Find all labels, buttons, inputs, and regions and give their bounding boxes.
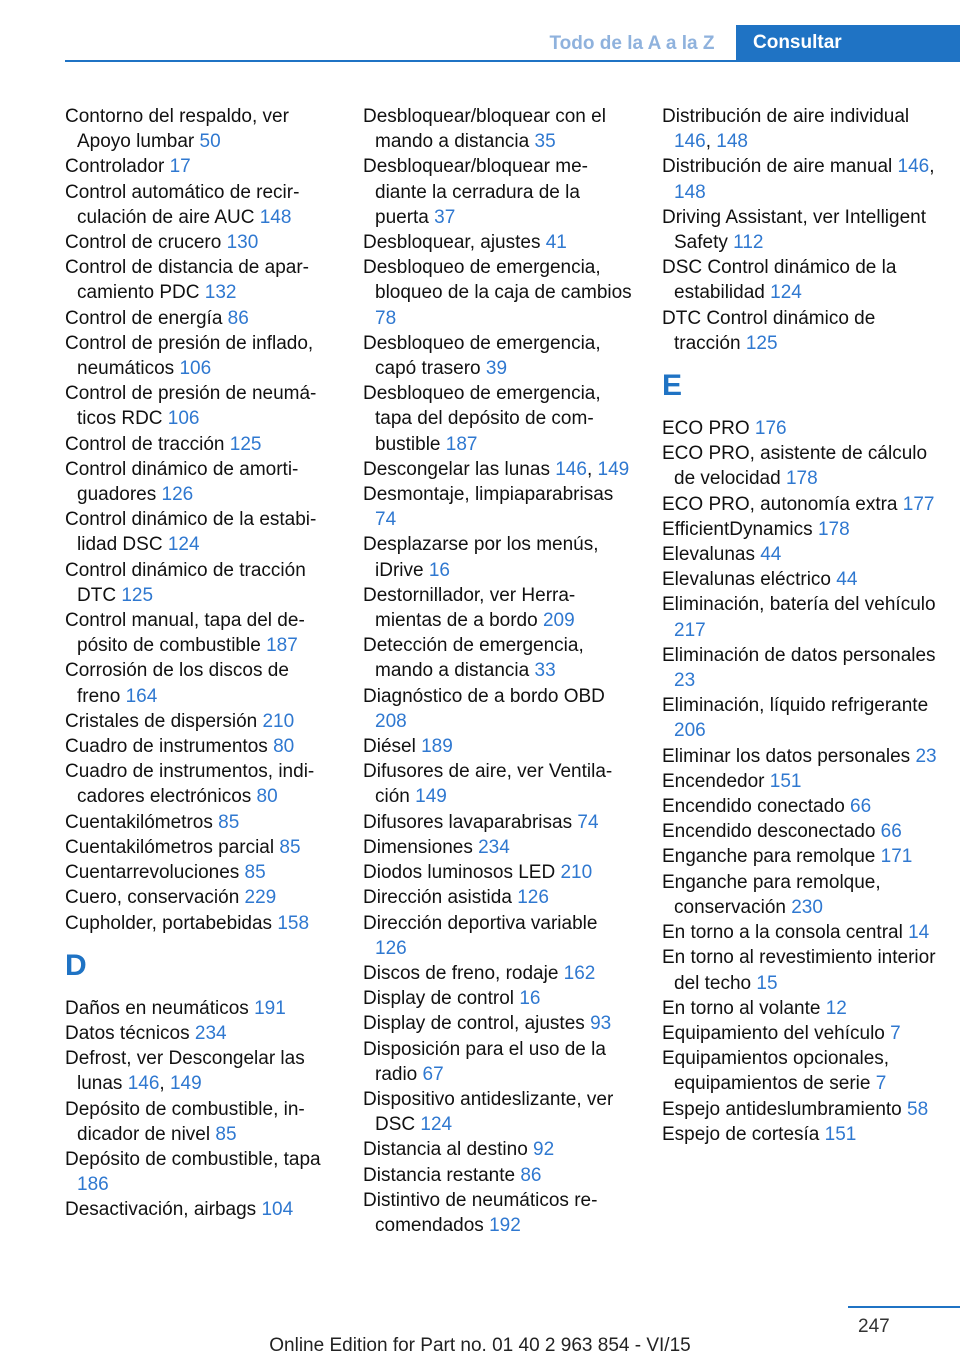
page-reference-link[interactable]: 217 xyxy=(674,619,706,641)
index-term: Desmontaje, limpiaparabrisas xyxy=(363,484,614,506)
page-reference-link[interactable]: 112 xyxy=(733,232,764,254)
index-term: Destornillador, ver Herramientas de a bordo xyxy=(363,584,576,632)
index-term: Display de control xyxy=(363,988,515,1010)
index-entry xyxy=(65,1097,335,1147)
index-column-2 xyxy=(363,104,633,1238)
index-term: Control dinámico de tracción DTC xyxy=(65,559,306,606)
index-term: Dirección asistida xyxy=(363,887,512,909)
index-term: Contorno del respaldo, ver Apoyo lumbar xyxy=(65,106,289,153)
index-entry xyxy=(65,709,335,734)
page-reference-link[interactable]: 58 xyxy=(907,1098,929,1120)
index-entry xyxy=(363,482,633,532)
index-entry xyxy=(65,860,335,885)
index-term: Desbloqueo de emergencia, capó trasero xyxy=(363,332,601,380)
index-entry xyxy=(662,517,947,542)
page-reference-link[interactable]: 37 xyxy=(434,206,456,228)
page-reference-link[interactable]: 171 xyxy=(880,846,913,868)
index-term: Disposición para el uso de la radio xyxy=(363,1038,606,1085)
page-separator: , xyxy=(159,1073,165,1095)
index-entry xyxy=(363,835,633,860)
index-term: En torno a la consola central xyxy=(662,922,903,944)
page-reference-link[interactable]: 126 xyxy=(517,887,549,909)
page-reference-link[interactable]: 178 xyxy=(785,468,818,490)
page-reference-link[interactable]: 106 xyxy=(167,408,200,430)
index-entry xyxy=(65,104,335,154)
index-term: Espejo antideslumbramiento xyxy=(662,1098,902,1120)
index-entry xyxy=(662,1122,947,1147)
index-entry xyxy=(662,819,947,844)
index-entry xyxy=(363,230,633,255)
index-term: Cuentakilómetros xyxy=(65,811,213,833)
page-reference-link[interactable]: 146 xyxy=(555,458,587,480)
page-reference-link[interactable]: 210 xyxy=(262,710,295,732)
index-term: Enganche para remolque xyxy=(662,846,876,868)
page-reference-link[interactable]: 39 xyxy=(485,358,508,380)
index-term: ECO PRO, asistente de cálculo de velocidad xyxy=(662,443,928,490)
page-reference-link[interactable]: 80 xyxy=(273,736,295,758)
index-entry xyxy=(65,331,335,381)
page-reference-link[interactable]: 132 xyxy=(204,282,237,304)
page-reference-link[interactable]: 148 xyxy=(716,131,748,153)
index-entry xyxy=(662,1097,947,1122)
index-term: Equipamiento del vehículo xyxy=(662,1022,885,1044)
index-entry xyxy=(662,492,947,517)
index-entry xyxy=(363,1037,633,1087)
page-reference-link[interactable]: 208 xyxy=(375,710,407,732)
page-reference-link[interactable]: 164 xyxy=(125,685,158,707)
index-term: Elevalunas eléctrico xyxy=(662,569,831,591)
index-term: Control dinámico de la estabilidad DSC xyxy=(65,509,317,556)
page-reference-link[interactable]: 187 xyxy=(445,433,478,455)
index-entry xyxy=(662,567,947,592)
index-term: Desbloqueo de emergencia, tapa del depósito de combustible xyxy=(363,383,601,455)
page-reference-link[interactable]: 124 xyxy=(770,282,802,304)
page-reference-link[interactable]: 230 xyxy=(791,896,823,918)
index-entry xyxy=(65,381,335,431)
index-entry xyxy=(363,810,633,835)
index-entry xyxy=(363,1087,633,1137)
index-term: Enganche para remolque, conservación xyxy=(662,871,881,918)
page-reference-link[interactable]: 86 xyxy=(520,1164,542,1186)
page-reference-link[interactable]: 126 xyxy=(161,484,194,506)
index-entry xyxy=(65,810,335,835)
index-term: Cupholder, portabebidas xyxy=(65,912,273,934)
page-reference-link[interactable]: 66 xyxy=(850,796,872,818)
index-term: Diésel xyxy=(363,736,416,758)
index-term: Cristales de dispersión xyxy=(65,710,258,732)
index-term: EfficientDynamics xyxy=(662,518,813,540)
page-reference-link[interactable]: 85 xyxy=(244,862,266,884)
index-entry xyxy=(65,759,335,809)
index-entry xyxy=(65,306,335,331)
index-entry xyxy=(662,205,947,255)
index-section-letter: D xyxy=(65,948,87,982)
index-term: Distancia restante xyxy=(363,1164,516,1186)
index-entry xyxy=(65,608,335,658)
index-entry xyxy=(363,911,633,961)
index-term: Daños en neumáticos xyxy=(65,997,249,1019)
page-reference-link[interactable]: 210 xyxy=(560,862,593,884)
page-separator: , xyxy=(586,458,593,480)
page-reference-link[interactable]: 104 xyxy=(261,1199,294,1221)
index-term: Datos técnicos xyxy=(65,1022,190,1044)
page-reference-link[interactable]: 178 xyxy=(817,518,850,540)
index-entry xyxy=(363,986,633,1011)
index-entry xyxy=(662,945,947,995)
index-entry xyxy=(363,759,633,809)
page-reference-link[interactable]: 146 xyxy=(674,131,706,153)
index-term: Cuentakilómetros parcial xyxy=(65,836,275,858)
index-term: Diagnóstico de a bordo OBD xyxy=(363,685,605,707)
index-entry xyxy=(363,1188,633,1238)
index-term: Desbloquear, ajustes xyxy=(363,232,541,254)
index-entry xyxy=(363,532,633,582)
index-entry xyxy=(662,255,947,305)
page-reference-link[interactable]: 15 xyxy=(756,972,778,994)
page-reference-link[interactable]: 33 xyxy=(534,660,556,682)
index-term: Control de presión de inflado, neumáticos xyxy=(65,332,314,380)
index-term: Display de control, ajustes xyxy=(363,1013,585,1035)
page-reference-link[interactable]: 74 xyxy=(375,509,397,531)
index-entry xyxy=(65,180,335,230)
index-entry xyxy=(662,542,947,567)
page-reference-link[interactable]: 186 xyxy=(77,1174,109,1196)
index-term: Control de distancia de aparcamiento PDC xyxy=(65,257,309,304)
page-reference-link[interactable]: 85 xyxy=(279,836,301,858)
index-term: Encendido conectado xyxy=(662,796,845,818)
index-term: Distintivo de neumáticos recomendados xyxy=(363,1189,598,1236)
page-reference-link[interactable]: 35 xyxy=(534,131,556,153)
index-entry xyxy=(662,744,947,769)
page-reference-link[interactable]: 148 xyxy=(674,181,706,203)
index-entry xyxy=(65,558,335,608)
page-reference-link[interactable]: 192 xyxy=(489,1214,521,1236)
page-reference-link[interactable]: 7 xyxy=(875,1073,887,1095)
index-entry xyxy=(363,381,633,457)
index-term: Eliminar los datos personales xyxy=(662,745,911,767)
index-term: Eliminación, batería del vehículo xyxy=(662,594,936,616)
index-term: Desbloqueo de emergencia, bloqueo de la caja de cambios xyxy=(363,257,632,304)
page-reference-link[interactable]: 151 xyxy=(824,1123,857,1145)
page-reference-link[interactable]: 149 xyxy=(169,1073,202,1095)
index-term: Control de energía xyxy=(65,307,223,329)
index-entry xyxy=(363,1137,633,1162)
index-term: Cuero, conservación xyxy=(65,887,240,909)
page-reference-link[interactable]: 158 xyxy=(277,912,310,934)
index-term: Difusores lavaparabrisas xyxy=(363,811,573,833)
index-term: Discos de freno, rodaje xyxy=(363,962,559,984)
page-number-rule xyxy=(848,1306,960,1308)
index-entry xyxy=(65,255,335,305)
index-entry xyxy=(662,306,947,356)
index-term: Control manual, tapa del depósito de combustible xyxy=(65,610,305,657)
page-reference-link[interactable]: 124 xyxy=(420,1114,453,1136)
index-entry xyxy=(363,104,633,154)
page-reference-link[interactable]: 191 xyxy=(254,997,286,1019)
index-entry xyxy=(363,1163,633,1188)
index-term: Cuadro de instrumentos xyxy=(65,736,268,758)
index-term: Corrosión de los discos de freno xyxy=(65,660,289,707)
page-reference-link[interactable]: 130 xyxy=(226,232,259,254)
index-entry xyxy=(65,658,335,708)
index-entry xyxy=(65,1147,335,1197)
page-reference-link[interactable]: 151 xyxy=(769,770,802,792)
index-term: En torno al volante xyxy=(662,997,821,1019)
page-reference-link[interactable]: 146 xyxy=(897,156,930,178)
index-term: Depósito de combustible, tapa xyxy=(65,1148,321,1170)
index-entry xyxy=(363,583,633,633)
page-reference-link[interactable]: 14 xyxy=(908,922,930,944)
page-reference-link[interactable]: 16 xyxy=(519,988,541,1010)
index-term: Control de presión de neumáticos RDC xyxy=(65,383,317,430)
index-entry xyxy=(662,154,947,204)
index-term: Eliminación de datos personales xyxy=(662,644,936,666)
index-entry xyxy=(65,432,335,457)
index-column-1 xyxy=(65,104,335,1223)
index-entry xyxy=(662,416,947,441)
index-entry xyxy=(662,769,947,794)
index-entry xyxy=(662,1046,947,1096)
page-reference-link[interactable]: 23 xyxy=(915,745,937,767)
page-reference-link[interactable]: 234 xyxy=(194,1022,227,1044)
index-term: Control dinámico de amortiguadores xyxy=(65,458,299,506)
page-reference-link[interactable]: 146 xyxy=(127,1073,160,1095)
index-entry xyxy=(363,1011,633,1036)
index-term: Desactivación, airbags xyxy=(65,1199,257,1221)
header-section-label: Todo de la A a la Z xyxy=(549,32,715,54)
index-entry xyxy=(363,961,633,986)
index-term: Cuadro de instrumentos, indicadores electrónicos xyxy=(65,761,315,808)
page-reference-link[interactable]: 41 xyxy=(545,232,567,254)
index-entry xyxy=(363,457,633,482)
index-term: Depósito de combustible, indicador de nivel xyxy=(65,1098,305,1145)
index-column-3 xyxy=(662,104,947,1147)
index-term: DTC Control dinámico de tracción xyxy=(662,307,876,354)
index-entry xyxy=(662,1021,947,1046)
page-reference-link[interactable]: 177 xyxy=(902,493,935,515)
page-reference-link[interactable]: 125 xyxy=(229,433,262,455)
header-rule xyxy=(65,60,960,62)
index-entry xyxy=(65,1197,335,1222)
page-reference-link[interactable]: 209 xyxy=(542,610,575,632)
page-reference-link[interactable]: 50 xyxy=(199,131,221,153)
index-section-letter: E xyxy=(662,369,683,403)
page-number: 247 xyxy=(858,1316,890,1337)
index-term: Defrost, ver Descongelar las lunas xyxy=(65,1048,305,1095)
index-term: Equipamientos opcionales, equipamientos de serie xyxy=(662,1048,890,1095)
index-term: Difusores de aire, ver Ventilación xyxy=(363,761,613,808)
index-entry xyxy=(363,255,633,331)
index-entry xyxy=(65,154,335,179)
index-term: Encendedor xyxy=(662,770,765,792)
page-reference-link[interactable]: 80 xyxy=(256,786,278,808)
index-entry xyxy=(65,507,335,557)
page-reference-link[interactable]: 229 xyxy=(244,887,277,909)
index-term: Control de crucero xyxy=(65,232,222,254)
page-reference-link[interactable]: 92 xyxy=(533,1139,555,1161)
index-term: Espejo de cortesía xyxy=(662,1123,820,1145)
page-reference-link[interactable]: 106 xyxy=(179,358,212,380)
page-reference-link[interactable]: 124 xyxy=(167,534,200,556)
index-term: Detección de emergencia, mando a distancia xyxy=(363,635,584,682)
page-reference-link[interactable]: 67 xyxy=(422,1063,444,1085)
footer-edition: Online Edition for Part no. 01 40 2 963 854 - VI/15 xyxy=(269,1335,691,1356)
page-reference-link[interactable]: 162 xyxy=(563,962,596,984)
index-term: Descongelar las lunas xyxy=(363,458,550,480)
index-entry xyxy=(363,331,633,381)
page-reference-link[interactable]: 44 xyxy=(760,544,782,566)
index-term: En torno al revestimiento interior del techo xyxy=(662,947,936,994)
index-term: Distribución de aire individual xyxy=(662,106,910,127)
index-entry xyxy=(65,457,335,507)
page-reference-link[interactable]: 149 xyxy=(597,458,630,480)
page-separator: , xyxy=(929,156,935,178)
page-reference-link[interactable]: 176 xyxy=(754,418,787,440)
index-entry xyxy=(65,734,335,759)
index-term: Distribución de aire manual xyxy=(662,156,893,178)
index-term: Encendido desconectado xyxy=(662,821,876,843)
index-entry xyxy=(662,441,947,491)
index-entry xyxy=(662,693,947,743)
index-term: Desbloquear/bloquear con el mando a distancia xyxy=(363,106,606,153)
index-term: DSC Control dinámico de la estabilidad xyxy=(662,257,897,304)
page-reference-link[interactable]: 206 xyxy=(674,720,706,742)
page-separator: , xyxy=(705,131,711,153)
index-entry xyxy=(662,844,947,869)
index-term: Controlador xyxy=(65,156,165,178)
index-term: Desbloquear/bloquear mediante la cerradura de la puerta xyxy=(363,156,588,228)
page-reference-link[interactable]: 12 xyxy=(825,997,847,1019)
index-term: Diodos luminosos LED xyxy=(363,862,556,884)
index-term: Dirección deportiva variable xyxy=(363,912,598,934)
index-term: ECO PRO xyxy=(662,418,750,440)
index-entry xyxy=(662,794,947,819)
index-term: Elevalunas xyxy=(662,544,755,566)
index-entry xyxy=(65,1046,335,1096)
index-term: Desplazarse por los menús, iDrive xyxy=(363,534,599,581)
index-term: Dimensiones xyxy=(363,836,473,858)
index-entry xyxy=(662,104,947,154)
page-reference-link[interactable]: 23 xyxy=(674,670,696,692)
index-entry xyxy=(65,230,335,255)
index-entry xyxy=(662,920,947,945)
page-reference-link[interactable]: 125 xyxy=(121,584,154,606)
index-entry xyxy=(65,835,335,860)
page-reference-link[interactable]: 78 xyxy=(375,307,397,329)
index-entry xyxy=(363,633,633,683)
page-reference-link[interactable]: 74 xyxy=(577,811,599,833)
index-entry xyxy=(363,734,633,759)
index-entry xyxy=(662,870,947,920)
page-reference-link[interactable]: 148 xyxy=(259,206,292,228)
index-entry xyxy=(662,643,947,693)
index-entry xyxy=(363,684,633,734)
index-term: Dispositivo antideslizante, ver DSC xyxy=(363,1088,614,1136)
index-entry xyxy=(65,911,335,936)
page-reference-link[interactable]: 86 xyxy=(227,307,249,329)
page-reference-link[interactable]: 16 xyxy=(428,559,450,581)
page-reference-link[interactable]: 7 xyxy=(890,1022,901,1044)
header-current-tab[interactable]: Consultar xyxy=(736,25,960,61)
index-entry xyxy=(363,154,633,230)
page-reference-link[interactable]: 149 xyxy=(415,786,447,808)
page-reference-link[interactable]: 126 xyxy=(375,937,407,959)
page-reference-link[interactable]: 44 xyxy=(836,569,858,591)
index-entry xyxy=(65,1021,335,1046)
index-entry xyxy=(363,860,633,885)
page-reference-link[interactable]: 187 xyxy=(266,635,298,657)
page-reference-link[interactable]: 189 xyxy=(421,736,453,758)
index-term: ECO PRO, autonomía extra xyxy=(662,493,898,515)
page-reference-link[interactable]: 93 xyxy=(590,1013,612,1035)
index-entry xyxy=(662,996,947,1021)
index-term: Eliminación, líquido refrigerante xyxy=(662,695,929,717)
page-reference-link[interactable]: 17 xyxy=(169,156,191,178)
index-term: Control de tracción xyxy=(65,433,225,455)
page-reference-link[interactable]: 85 xyxy=(215,1123,237,1145)
index-entry xyxy=(65,885,335,910)
page-reference-link[interactable]: 85 xyxy=(218,811,240,833)
index-entry xyxy=(65,996,335,1021)
page-reference-link[interactable]: 66 xyxy=(880,821,902,843)
index-term: Distancia al destino xyxy=(363,1139,528,1161)
index-term: Cuentarrevoluciones xyxy=(65,862,240,884)
index-term: Driving Assistant, ver Intelligent Safety xyxy=(662,206,927,254)
index-entry xyxy=(662,592,947,642)
index-term: Control automático de recirculación de aire AUC xyxy=(65,181,300,228)
page-reference-link[interactable]: 125 xyxy=(745,332,778,354)
index-entry xyxy=(363,885,633,910)
page-reference-link[interactable]: 234 xyxy=(478,836,510,858)
